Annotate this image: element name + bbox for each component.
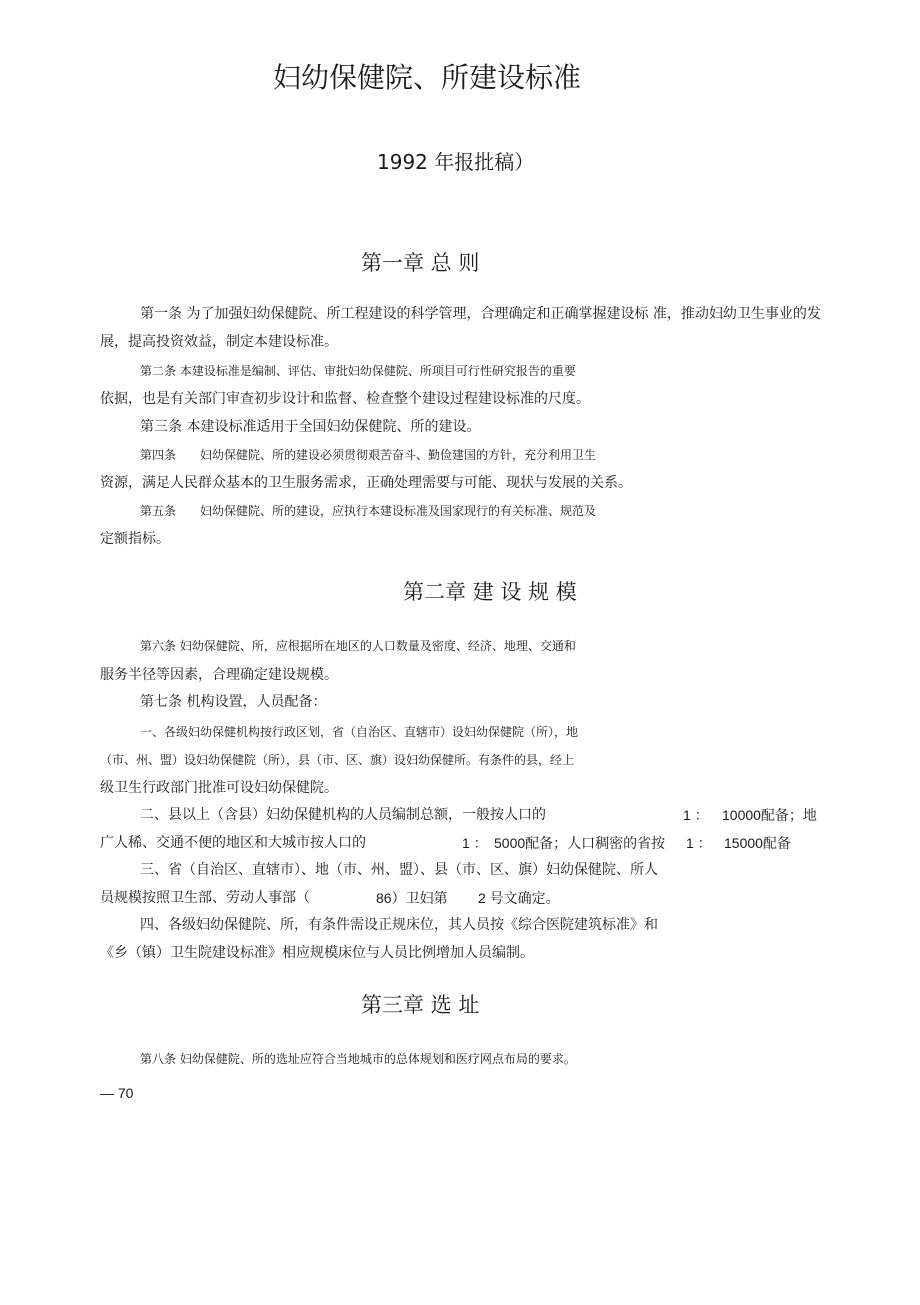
article-6-line-2: 服务半径等因素，合理确定建设规模。 [100, 667, 338, 683]
article-7-item-2-line-2a: 广人稀、交通不便的地区和大城市按人口的 [100, 835, 366, 851]
chapter-heading-3: 第三章 选 址 [361, 993, 480, 1017]
page-title: 妇幼保健院、所建设标准 [273, 61, 582, 94]
article-6-line-1: 第六条 妇幼保健院、所，应根据所在地区的人口数量及密度、经济、地理、交通和 [140, 639, 576, 653]
article-5-line-1: 第五条 妇幼保健院、所的建设，应执行本建设标准及国家现行的有关标准、规范及 [140, 504, 597, 518]
ratio-2-label: 1 ： [462, 835, 488, 851]
chapter-heading-1: 第一章 总 则 [361, 251, 480, 275]
article-7-item-4-line-1: 四、各级妇幼保健院、所，有条件需设正规床位，其人员按《综合医院建筑标准》和 [140, 917, 658, 933]
article-1-line-2: 展，提高投资效益，制定本建设标准。 [100, 334, 338, 350]
article-7-item-3-line-1: 三、省（自治区、直辖市）、地（市、州、盟）、县（市、区、旗）妇幼保健院、所人 [140, 862, 658, 878]
article-4-line-2: 资源，满足人民群众基本的卫生服务需求，正确处理需要与可能、现状与发展的关系。 [100, 475, 632, 491]
article-7-item-4-line-2: 《乡（镇）卫生院建设标准》相应规模床位与人员比例增加人员编制。 [100, 945, 534, 961]
page-subtitle: 1992 年报批稿） [377, 150, 535, 174]
article-7-line-1: 第七条 机构设置，人员配备： [140, 694, 327, 710]
article-7-item-2-line-1a: 二、县以上（含县）妇幼保健机构的人员编制总额，一般按人口的 [140, 807, 546, 823]
ratio-3-label: 1 ： [686, 835, 712, 851]
article-3-line-1: 第三条 本建设标准适用于全国妇幼保健院、所的建设。 [140, 419, 481, 435]
page-number: — 70 [100, 1085, 134, 1101]
article-7-item-1-line-3: 级卫生行政部门批准可设妇幼保健院。 [100, 780, 338, 796]
ratio-3-value: 15000配备 [724, 835, 791, 851]
article-2-line-1: 第二条 本建设标准是编制、评估、审批妇幼保健院、所项目可行性研究报告的重要 [140, 364, 576, 378]
article-7-item-1-line-2: （市、州、盟）设妇幼保健院（所），县（市、区、旗）设妇幼保健所。有条件的县，经上 [100, 753, 575, 767]
chapter-heading-2: 第二章 建 设 规 模 [403, 580, 577, 604]
article-8-line-1: 第八条 妇幼保健院、所的选址应符合当地城市的总体规划和医疗网点布局的要求。 [140, 1052, 576, 1066]
article-2-line-2: 依据，也是有关部门审查初步设计和监督、检查整个建设过程建设标准的尺度。 [100, 391, 590, 407]
article-7-item-3-line-2a: 员规模按照卫生部、劳动人事部（ [100, 890, 310, 906]
document-number: 2 号文确定。 [478, 890, 560, 906]
ratio-2-value: 5000配备；人口稠密的省按 [494, 835, 666, 851]
ratio-1-value: 10000配备；地 [722, 807, 817, 823]
article-7-item-1-line-1: 一、各级妇幼保健机构按行政区划，省（自治区、直辖市）设妇幼保健院（所），地 [140, 725, 579, 739]
ratio-1-label: 1 ： [683, 807, 709, 823]
article-1-line-1: 第一条 为了加强妇幼保健院、所工程建设的科学管理，合理确定和正确掌握建设标 准，推动妇幼卫生事业的发 [140, 306, 821, 322]
article-4-line-1: 第四条 妇幼保健院、所的建设必须贯彻艰苦奋斗、勤俭建国的方针，充分利用卫生 [140, 448, 597, 462]
document-reference: 86）卫妇第 [376, 890, 448, 906]
article-5-line-2: 定额指标。 [100, 531, 170, 547]
